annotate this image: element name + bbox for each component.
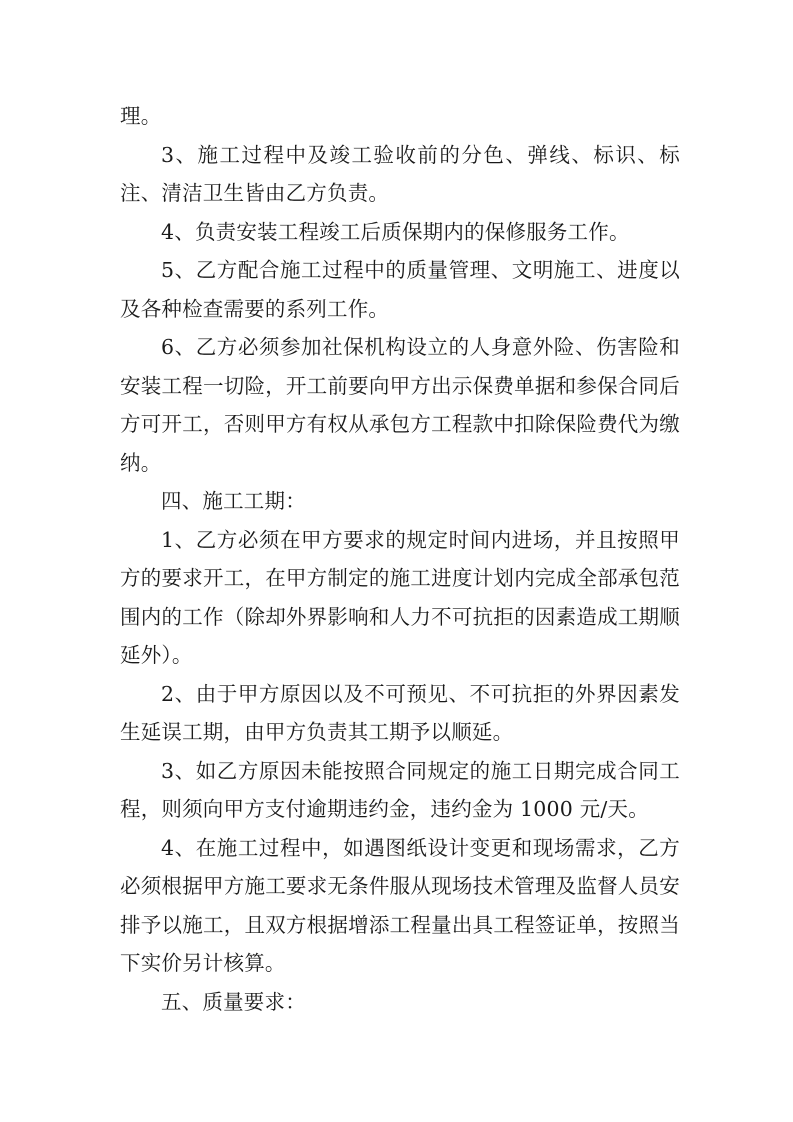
schedule-clause-4: 4、在施工过程中，如遇图纸设计变更和现场需求，乙方必须根据甲方施工要求无条件服从现场技术管理及监督人员安排予以施工，且双方根据增添工程量出具工程签证单，按照当下实价另计核算。 <box>120 835 680 975</box>
clause-4-warranty-service: 4、负责安装工程竣工后质保期内的保修服务工作。 <box>161 219 630 244</box>
clause-5-cooperation: 5、乙方配合施工过程中的质量管理、文明施工、进度以及各种检查需要的系列工作。 <box>120 258 680 321</box>
schedule-clause-2: 2、由于甲方原因以及不可预见、不可抗拒的外界因素发生延误工期，由甲方负责其工期予以顺延。 <box>120 681 680 744</box>
section-heading-quality: 五、质量要求： <box>161 989 306 1014</box>
schedule-clause-3: 3、如乙方原因未能按照合同规定的施工日期完成合同工程，则须向甲方支付逾期违约金，违约金为 1000 元/天。 <box>120 758 680 821</box>
clause-6-insurance: 6、乙方必须参加社保机构设立的人身意外险、伤害险和安装工程一切险，开工前要向甲方出示保费单据和参保合同后方可开工，否则甲方有权从承包方工程款中扣除保险费代为缴纳。 <box>120 335 680 475</box>
paragraph-continuation: 理。 <box>120 104 162 128</box>
clause-3-cleanup-responsibility: 3、施工过程中及竣工验收前的分色、弹线、标识、标注、清洁卫生皆由乙方负责。 <box>120 142 680 205</box>
schedule-clause-1: 1、乙方必须在甲方要求的规定时间内进场，并且按照甲方的要求开工，在甲方制定的施工进度计划内完成全部承包范围内的工作（除却外界影响和人力不可抗拒的因素造成工期顺延外）。 <box>120 527 680 667</box>
section-heading-schedule: 四、施工工期： <box>161 489 306 513</box>
document-body <box>120 97 680 1021</box>
